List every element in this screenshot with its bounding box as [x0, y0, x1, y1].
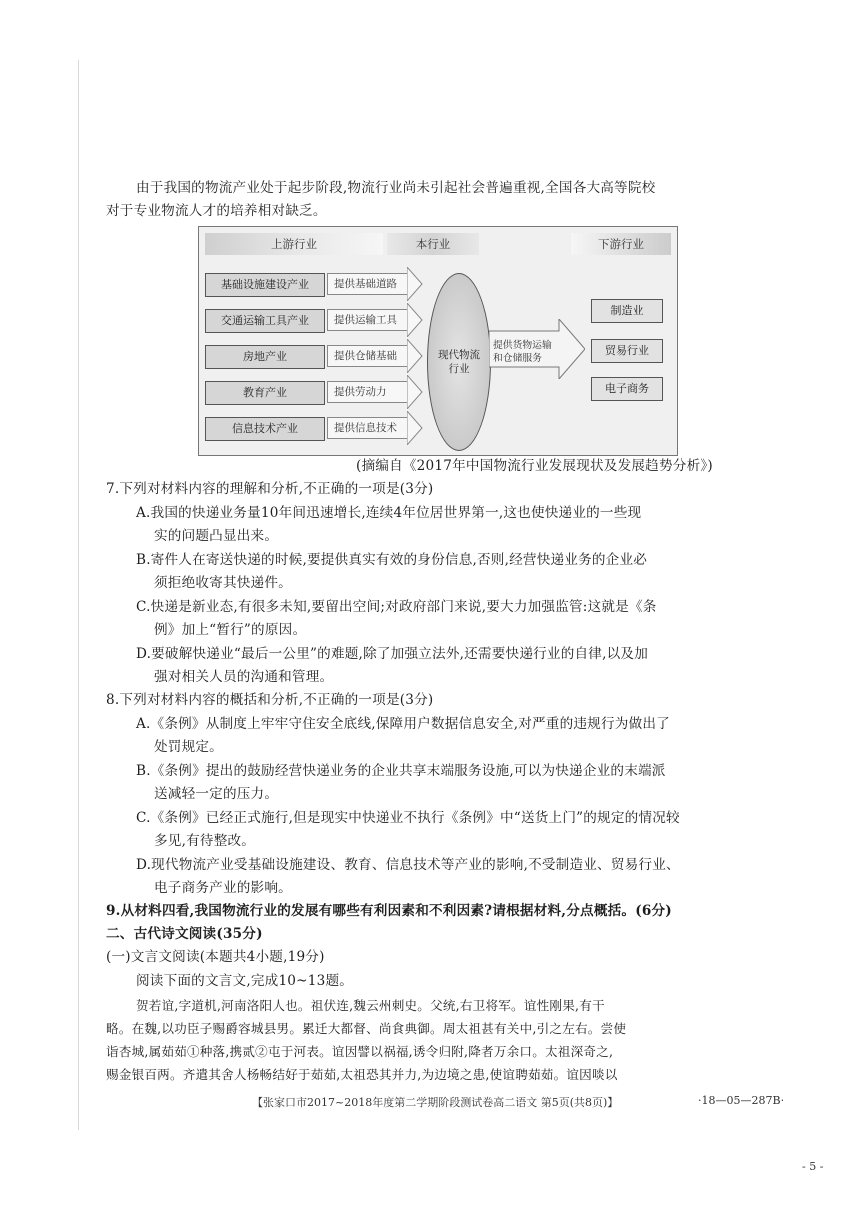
intro-line-1: 由于我国的物流产业处于起步阶段,物流行业尚未引起社会普遍重视,全国各大高等院校: [136, 180, 656, 196]
q8-option-b: B.《条例》提出的鼓励经营快递业务的企业共享末端服务设施,可以为快递企业的末端派: [136, 763, 666, 779]
classical-text-line-3: 诣杏城,属茹茹①种落,携贰②屯于河表。谊因譬以祸福,诱令归附,降者万余口。太祖深奇之,: [106, 1044, 614, 1059]
diagram-source: (摘编自《2017年中国物流行业发展现状及发展趋势分析》): [356, 458, 713, 474]
q7-option-d-cont: 强对相关人员的沟通和管理。: [154, 669, 334, 685]
q8-stem: 8.下列对材料内容的概括和分析,不正确的一项是(3分): [106, 692, 434, 708]
center-line-1: 现代物流: [438, 349, 480, 361]
page-number: - 5 -: [802, 1160, 824, 1173]
downstream-box-manufacturing: 制造业: [591, 299, 663, 323]
page-edge-line: [78, 60, 79, 1130]
modern-logistics-ellipse: [427, 273, 491, 451]
q7-option-d: D.要破解快递业“最后一公里”的难题,除了加强立法外,还需要快递行业的自律,以及加: [136, 646, 648, 662]
upstream-header: 上游行业: [205, 233, 383, 255]
page-footer: 【张家口市2017~2018年度第二学期阶段测试卷高二语文 第5页(共8页)】: [252, 1096, 619, 1109]
current-industry-header: 本行业: [387, 233, 479, 255]
upstream-industry-box: 房地产业: [205, 345, 325, 369]
service-arrow: 提供仓储基础: [327, 345, 423, 367]
section2-subtitle: (一)文言文阅读(本题共4小题,19分): [106, 949, 325, 965]
q7-option-c-cont: 例》加上“暂行”的原因。: [154, 622, 307, 638]
upstream-industry-box: 教育产业: [205, 381, 325, 405]
flow-label-1: 提供货物运输: [493, 340, 552, 351]
section2-instruction: 阅读下面的文言文,完成10~13题。: [136, 973, 354, 989]
q8-option-a: A.《条例》从制度上牢牢守住安全底线,保障用户数据信息安全,对严重的违规行为做出了: [136, 716, 670, 732]
upstream-industry-box: 信息技术产业: [205, 417, 325, 441]
flow-label-2: 和仓储服务: [493, 353, 542, 364]
service-arrow: 提供运输工具: [327, 309, 423, 331]
service-arrow: 提供信息技术: [327, 417, 423, 439]
q7-option-b: B.寄件人在寄送快递的时候,要提供真实有效的身份信息,否则,经营快递业务的企业必: [136, 552, 648, 568]
downstream-box-ecommerce: 电子商务: [591, 377, 663, 401]
page-code: ·18—05—287B·: [698, 1094, 785, 1107]
center-line-2: 行业: [448, 363, 470, 375]
logistics-industry-diagram: [198, 226, 678, 456]
q8-option-a-cont: 处罚规定。: [154, 739, 223, 755]
classical-text-line-4: 赐金银百两。齐遣其舍人杨畅结好于茹茹,太祖恐其并力,为边境之患,使谊聘茹茹。谊因啖以: [106, 1067, 618, 1082]
q9-stem: 9.从材料四看,我国物流行业的发展有哪些有利因素和不利因素?请根据材料,分点概括。(6分): [106, 903, 672, 919]
upstream-industry-box: 基础设施建设产业: [205, 273, 325, 297]
q8-option-c: C.《条例》已经正式施行,但是现实中快递业不执行《条例》中“送货上门”的规定的情况较: [136, 810, 680, 826]
classical-text-line-2: 略。在魏,以功臣子赐爵容城县男。累迁大都督、尚食典御。周太祖甚有关中,引之左右。尝使: [106, 1021, 627, 1036]
q7-option-c: C.快递是新业态,有很多未知,要留出空间;对政府部门来说,要大力加强监管:这就是《条: [136, 599, 657, 615]
q8-option-d-cont: 电子商务产业的影响。: [154, 880, 292, 896]
q7-option-a-cont: 实的问题凸显出来。: [154, 528, 279, 544]
q8-option-d: D.现代物流产业受基础设施建设、教育、信息技术等产业的影响,不受制造业、贸易行业、: [136, 857, 680, 873]
q7-stem: 7.下列对材料内容的理解和分析,不正确的一项是(3分): [106, 481, 434, 497]
flow-arrow: [489, 319, 585, 379]
downstream-header: 下游行业: [571, 233, 671, 255]
classical-text-line-1: 贺若谊,字道机,河南洛阳人也。祖伏连,魏云州刺史。父统,右卫将军。谊性刚果,有干: [136, 998, 605, 1013]
upstream-industry-box: 交通运输工具产业: [205, 309, 325, 333]
intro-line-2: 对于专业物流人才的培养相对缺乏。: [106, 203, 327, 219]
q7-option-a: A.我国的快递业务量10年间迅速增长,连续4年位居世界第一,这也使快递业的一些现: [136, 505, 642, 521]
q7-option-b-cont: 须拒绝收寄其快递件。: [154, 575, 292, 591]
downstream-box-trade: 贸易行业: [591, 339, 663, 363]
section2-title: 二、古代诗文阅读(35分): [106, 926, 263, 942]
q8-option-b-cont: 送减轻一定的压力。: [154, 786, 279, 802]
q8-option-c-cont: 多见,有待整改。: [154, 833, 256, 849]
service-arrow: 提供基础道路: [327, 273, 423, 295]
service-arrow: 提供劳动力: [327, 381, 423, 403]
